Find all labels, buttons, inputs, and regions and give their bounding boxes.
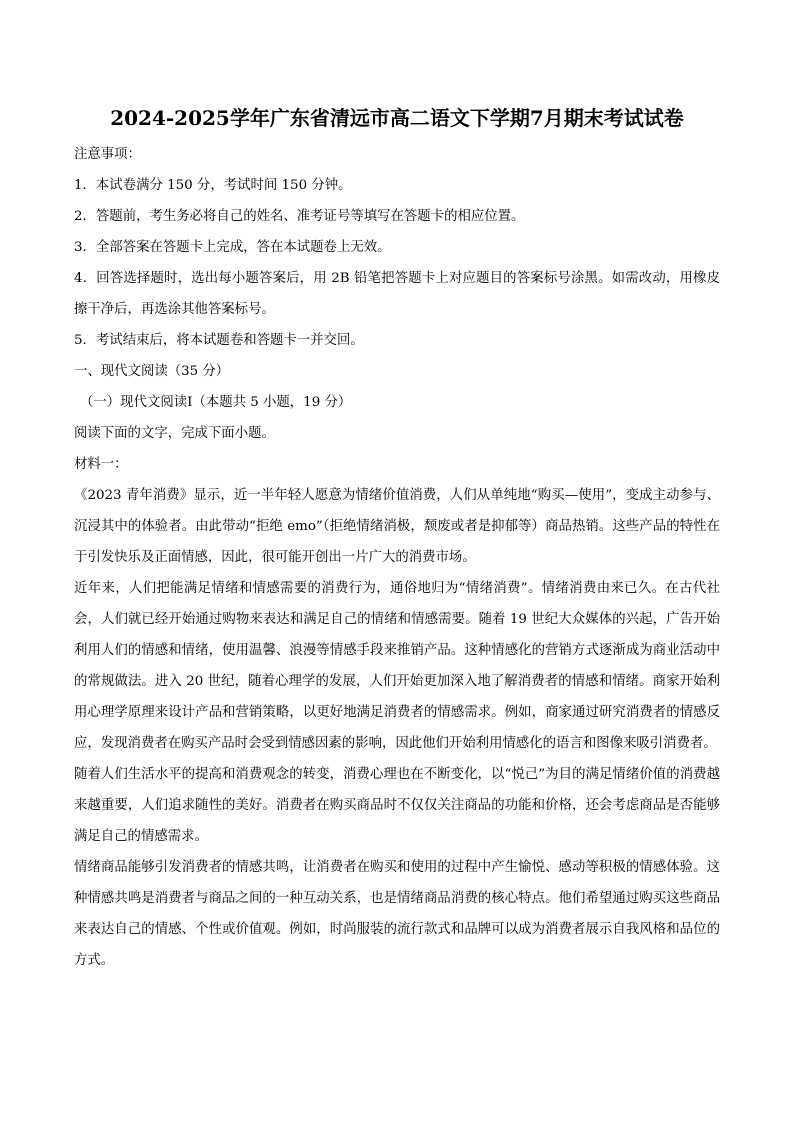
exam-title: 2024-2025学年广东省清远市高二语文下学期7月期末考试试卷 <box>110 106 684 130</box>
reading-instruction: 阅读下面的文字，完成下面小题。 <box>74 426 275 441</box>
notice-item-2: 2．答题前，考生务必将自己的姓名、准考证号等填写在答题卡的相应位置。 <box>74 209 525 224</box>
paragraph-2: 近年来，人们把能满足情绪和情感需要的消费行为，通俗地归为“情绪消费”。情绪消费由来已久。在古代社会，人们就已经开始通过购物来表达和满足自己的情绪和情感需要。随着 19 世纪大众媒体的兴起，广告开始利用人们的情感和情绪，使用温馨、浪漫等情感手段来推销产品。这种情感化的营销方式逐渐成为商业活动中的常规做法。进入 20 世纪，随着心理学的发展，人们开始更加深入地了解消费者的情感和情绪。商家开始利用心理学原理来设计产品和营销策略，以更好地满足消费者的情感需求。例如，商家通过研究消费者的情感反应，发现消费者在购买产品时会受到情感因素的影响，因此他们开始利用情感化的语言和图像来吸引消费者。 <box>74 581 720 751</box>
section-heading: 一、现代文阅读（35 分） <box>74 364 230 379</box>
paragraph-3: 随着人们生活水平的提高和消费观念的转变，消费心理也在不断变化，以“悦己”为目的满足情绪价值的消费越来越重要，人们追求随性的美好。消费者在购买商品时不仅仅关注商品的功能和价格，还会考虑商品是否能够满足自己的情感需求。 <box>74 767 720 844</box>
paragraph-1: 《2023 青年消费》显示，近一半年轻人愿意为情绪价值消费，人们从单纯地“购买—使用”，变成主动参与、沉浸其中的体验者。由此带动“拒绝 emo”（拒绝情绪消极，颓废或者是抑郁等）商品热销。这些产品的特性在于引发快乐及正面情感，因此，很可能开创出一片广大的消费市场。 <box>74 488 720 565</box>
notice-item-5: 5．考试结束后，将本试题卷和答题卡一并交回。 <box>74 333 364 348</box>
material-label: 材料一： <box>74 457 128 472</box>
notice-header: 注意事项： <box>74 147 141 162</box>
notice-item-4: 4．回答选择题时，选出每小题答案后，用 2B 铅笔把答题卡上对应题目的答案标号涂黑。如需改动，用橡皮擦干净后，再选涂其他答案标号。 <box>74 271 720 317</box>
notice-item-1: 1．本试卷满分 150 分，考试时间 150 分钟。 <box>74 178 352 193</box>
notice-item-3: 3．全部答案在答题卡上完成，答在本试题卷上无效。 <box>74 240 391 255</box>
paragraph-4: 情绪商品能够引发消费者的情感共鸣，让消费者在购买和使用的过程中产生愉悦、感动等积极的情感体验。这种情感共鸣是消费者与商品之间的一种互动关系，也是情绪商品消费的核心特点。他们希望通过购买这些商品来表达自己的情感、个性或价值观。例如，时尚服装的流行款式和品牌可以成为消费者展示自我风格和品位的方式。 <box>74 860 720 968</box>
subsection-heading: （一）现代文阅读Ⅰ（本题共 5 小题，19 分） <box>80 395 352 410</box>
